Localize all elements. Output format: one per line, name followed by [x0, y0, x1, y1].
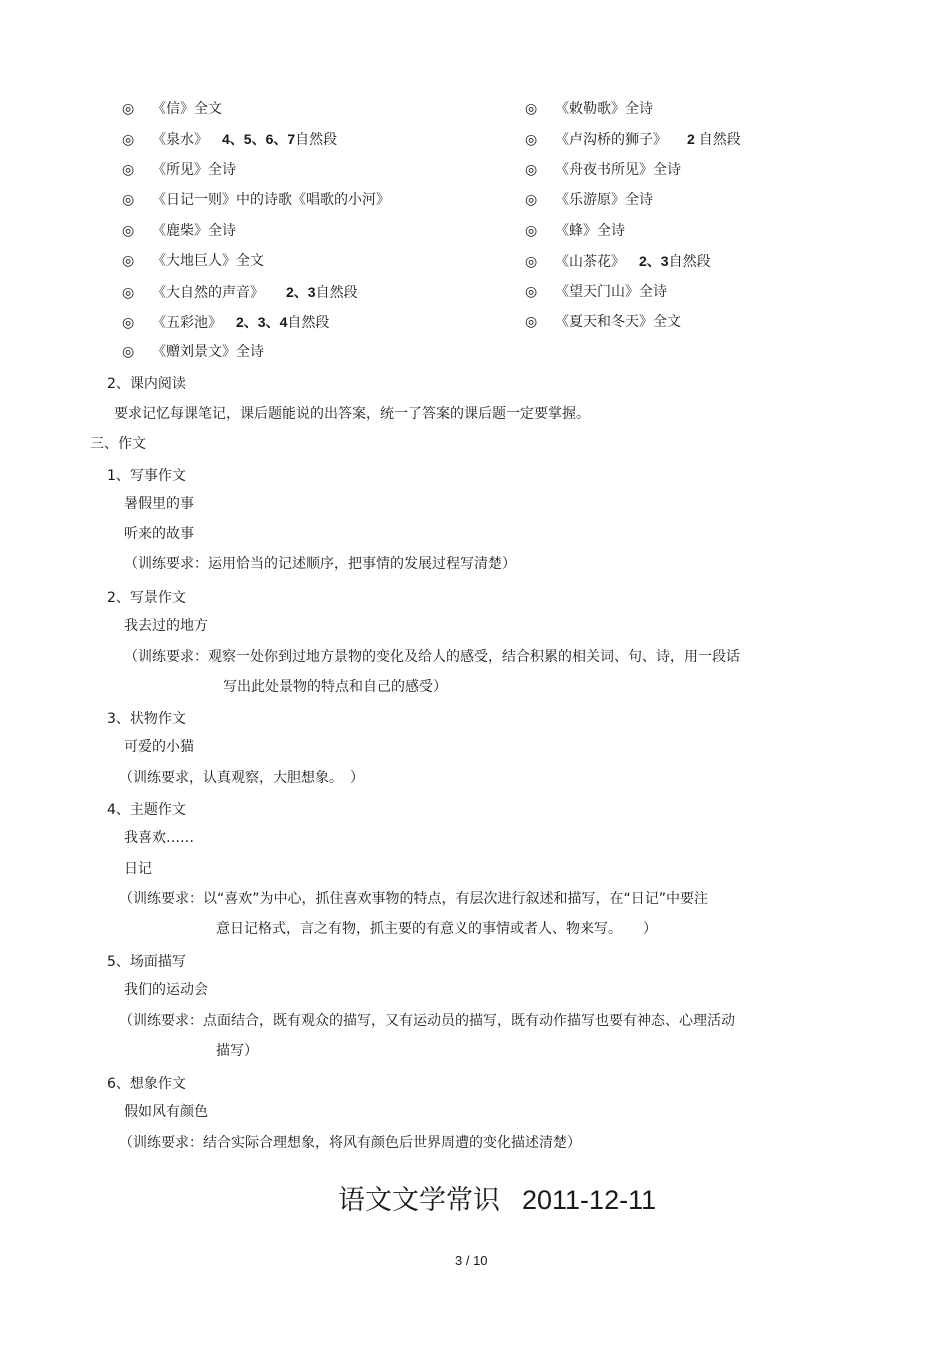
- training-requirement: （训练要求：观察一处你到过地方景物的变化及给人的感受，结合积累的相关词、句、诗，用一段话: [124, 649, 740, 665]
- essay-topic: 我们的运动会: [124, 982, 208, 998]
- section-heading: 3、状物作文: [107, 711, 186, 727]
- list-item: ◎ 《卢沟桥的狮子》 2 自然段: [525, 131, 741, 148]
- double-circle-icon: ◎: [122, 223, 135, 239]
- double-circle-icon: ◎: [525, 284, 538, 300]
- double-circle-icon: ◎: [525, 132, 538, 148]
- double-circle-icon: ◎: [122, 344, 135, 360]
- section-heading: 5、场面描写: [107, 954, 186, 970]
- double-circle-icon: ◎: [525, 254, 538, 270]
- double-circle-icon: ◎: [122, 162, 135, 178]
- list-item: ◎ 《敕勒歌》全诗: [525, 101, 653, 117]
- list-item: ◎ 《五彩池》 2、3、4自然段: [122, 314, 330, 331]
- list-item: ◎ 《泉水》 4、5、6、7自然段: [122, 131, 338, 148]
- list-item: ◎ 《夏天和冬天》全文: [525, 314, 681, 330]
- essay-topic: 可爱的小猫: [124, 739, 194, 755]
- list-item: ◎ 《大地巨人》全文: [122, 253, 264, 269]
- double-circle-icon: ◎: [122, 253, 135, 269]
- double-circle-icon: ◎: [122, 192, 135, 208]
- list-item: ◎ 《乐游原》全诗: [525, 192, 653, 208]
- footer-title: 语文文学常识 2011-12-11: [338, 1185, 657, 1216]
- training-requirement: （训练要求：运用恰当的记述顺序，把事情的发展过程写清楚）: [124, 556, 516, 572]
- essay-topic: 我去过的地方: [124, 618, 208, 634]
- double-circle-icon: ◎: [122, 132, 135, 148]
- training-requirement: （训练要求：以“喜欢”为中心，抓住喜欢事物的特点，有层次进行叙述和描写，在“日记”中要注: [119, 891, 709, 907]
- list-item: ◎ 《信》全文: [122, 101, 222, 117]
- double-circle-icon: ◎: [525, 162, 538, 178]
- section-heading: 1、写事作文: [107, 468, 186, 484]
- essay-topic: 假如风有颜色: [124, 1104, 208, 1120]
- section-heading: 2、写景作文: [107, 590, 186, 606]
- training-requirement: （训练要求：点面结合，既有观众的描写，又有运动员的描写，既有动作描写也要有神态、心理活动: [119, 1013, 735, 1029]
- list-item: ◎ 《赠刘景文》全诗: [122, 344, 264, 360]
- training-requirement-cont: 描写）: [216, 1043, 258, 1059]
- section-heading: 4、主题作文: [107, 802, 186, 818]
- essay-topic: 我喜欢……: [124, 830, 194, 846]
- double-circle-icon: ◎: [122, 285, 135, 301]
- list-item: ◎ 《日记一则》中的诗歌《唱歌的小河》: [122, 192, 390, 208]
- training-requirement-cont: 意日记格式，言之有物，抓主要的有意义的事情或者人、物来写。 ）: [216, 921, 657, 937]
- page-number: 3 / 10: [455, 1253, 488, 1268]
- double-circle-icon: ◎: [525, 223, 538, 239]
- section-heading: 6、想象作文: [107, 1076, 186, 1092]
- list-item: ◎ 《蜂》全诗: [525, 223, 625, 239]
- double-circle-icon: ◎: [525, 314, 538, 330]
- reading-text: 要求记忆每课笔记，课后题能说的出答案，统一了答案的课后题一定要掌握。: [114, 406, 590, 422]
- essay-topic: 日记: [124, 861, 152, 877]
- list-item: ◎ 《大自然的声音》 2、3自然段: [122, 284, 358, 301]
- list-item: ◎ 《所见》全诗: [122, 162, 236, 178]
- double-circle-icon: ◎: [525, 192, 538, 208]
- double-circle-icon: ◎: [122, 101, 135, 117]
- essay-topic: 听来的故事: [124, 526, 194, 542]
- double-circle-icon: ◎: [525, 101, 538, 117]
- training-requirement: （训练要求，认真观察，大胆想象。 ）: [119, 770, 364, 786]
- list-item: ◎ 《舟夜书所见》全诗: [525, 162, 681, 178]
- list-item: ◎ 《山茶花》 2、3自然段: [525, 253, 711, 270]
- composition-heading: 三、作文: [90, 436, 146, 452]
- list-item: ◎ 《鹿柴》全诗: [122, 223, 236, 239]
- training-requirement: （训练要求：结合实际合理想象，将风有颜色后世界周遭的变化描述清楚）: [119, 1135, 581, 1151]
- double-circle-icon: ◎: [122, 315, 135, 331]
- list-item: ◎ 《望天门山》全诗: [525, 284, 667, 300]
- training-requirement-cont: 写出此处景物的特点和自己的感受）: [223, 679, 447, 695]
- reading-heading: 2、课内阅读: [107, 376, 186, 392]
- essay-topic: 暑假里的事: [124, 496, 194, 512]
